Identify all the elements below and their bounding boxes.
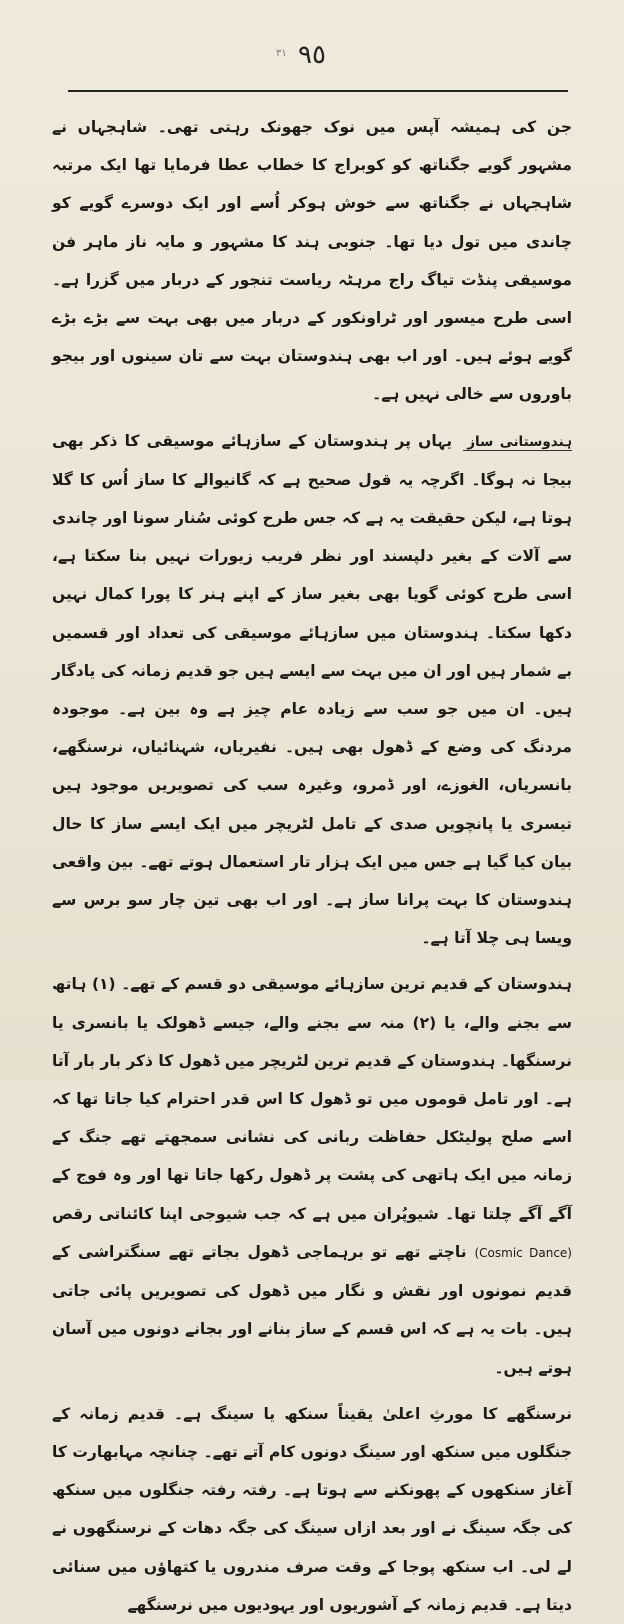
paragraph-4: نرسنگھے کا مورثِ اعلیٰ یقیناً سنکھ یا سینگ ہے۔ قدیم زمانہ کے جنگلوں میں سنکھ اور سینگ دونوں کام آتے تھے۔ چنانچہ مہابھارت کا آغاز سنکھوں کے پھونکنے سے ہوتا ہے۔ رفتہ رفتہ جنگلوں میں سنکھ کی جگہ سینگ نے اور بعد ازاں سینگ کی جگہ دھات کے نرسنگھوں نے لے لی۔ اب سنکھ پوجا کے وقت صرف مندروں یا کتھاؤں میں سنائی دیتا ہے۔ قدیم زمانہ کے آشوریوں اور یہودیوں میں نرسنگھے xyxy=(52,1404,572,1614)
paragraph-3-text-b: ناچتے تھے تو برہماجی ڈھول بجاتے تھے سنگتراشی کے قدیم نمونوں اور نقش و نگار میں ڈھول کی تصویریں پائی جاتی ہیں۔ بات یہ ہے کہ اس قسم کے ساز بنانے اور بجانے دونوں میں آسان ہوتے ہیں۔ xyxy=(52,1242,572,1377)
body-text xyxy=(52,108,572,1624)
side-heading: ہندوستانی ساز xyxy=(463,434,572,451)
paragraph-1: جن کی ہمیشہ آپس میں نوک جھونک رہتی تھی۔ شاہجہاں نے مشہور گویے جگناتھ کو کوبراج کا خطاب عطا فرمایا تھا ایک مرتبہ شاہجہاں نے جگناتھ سے خوش ہوکر اُسے اور ایک دوسرے گویے کو چاندی میں تول دیا تھا۔ جنوبی ہند کا مشہور و مایہ ناز ماہر فن موسیقی پنڈت تیاگ راج مرہٹہ ریاست تنجور کے دربار میں گزرا ہے۔ اسی طرح میسور اور ٹراونکور کے دربار میں بھی بہت سے بڑے بڑے گویے ہوئے ہیں۔ اور اب بھی ہندوستان بہت سے تان سینوں اور بیجو باوروں سے خالی نہیں ہے۔ xyxy=(52,118,572,404)
latin-term: (Cosmic Dance) xyxy=(474,1245,572,1260)
paragraph-3 xyxy=(52,965,572,1386)
page-number: ٩٥ xyxy=(298,40,326,70)
paragraph-2-text: یہاں پر ہندوستان کے سازہائے موسیقی کا ذکر بھی بیجا نہ ہوگا۔ اگرچہ یہ قول صحیح ہے کہ گانیوالے کا ساز اُس کا گلا ہوتا ہے، لیکن حقیقت یہ ہے کہ جس طرح کوئی سُنار سونا اور چاندی سے آلات کے بغیر دلپسند اور نظر فریب زیورات نہیں بنا سکتا ہے، اسی طرح کوئی گویا بھی بغیر ساز کے اپنے ہنر کا پورا کمال نہیں دکھا سکتا۔ ہندوستان میں سازہائے موسیقی کی تعداد اور قسمیں بے شمار ہیں اور ان میں بہت سے ایسے ہیں جو قدیم زمانہ کی یادگار ہیں۔ ان میں جو سب سے زیادہ عام چیز ہے وہ بین ہے۔ موجودہ مردنگ کی وضع کے ڈھول بھی ہیں۔ نفیریاں، شہنائیاں، نرسنگھے، بانسریاں، الغوزے، اور ڈمرو، وغیرہ سب کی تصویریں موجود ہیں تیسری یا پانچویں صدی کے تامل لٹریچر میں ایک ایسے ساز کا حال بیان کیا گیا ہے جس میں ایک ہزار تار استعمال ہوتے تھے۔ بین واقعی ہندوستان کا بہت پرانا ساز ہے۔ اور اب بھی تین چار سو برس سے ویسا ہی چلا آتا ہے۔ xyxy=(52,431,572,948)
page-mark: ٣١ xyxy=(276,48,287,59)
paragraph-2 xyxy=(52,422,572,958)
header-rule xyxy=(68,90,568,92)
paragraph-3-text-a: ہندوستان کے قدیم ترین سازہائے موسیقی دو قسم کے تھے۔ (۱) ہاتھ سے بجنے والے، یا (۲) منہ سے بجنے والے، جیسے ڈھولک یا بانسری یا نرسنگھا۔ ہندوستان کے قدیم ترین لٹریچر میں ڈھول کا ذکر بار بار آتا ہے۔ اور تامل قوموں میں تو ڈھول کا اس قدر احترام کیا جاتا تھا کہ اسے صلح پولیٹکل حفاظت ربانی کی نشانی سمجھتے تھے جنگ کے زمانہ میں ایک ہاتھی کی پشت پر ڈھول رکھا جاتا تھا اور وہ فوج کے آگے آگے چلتا تھا۔ شیوپُران میں ہے کہ جب شیوجی اپنا کائناتی رقص xyxy=(52,975,573,1223)
